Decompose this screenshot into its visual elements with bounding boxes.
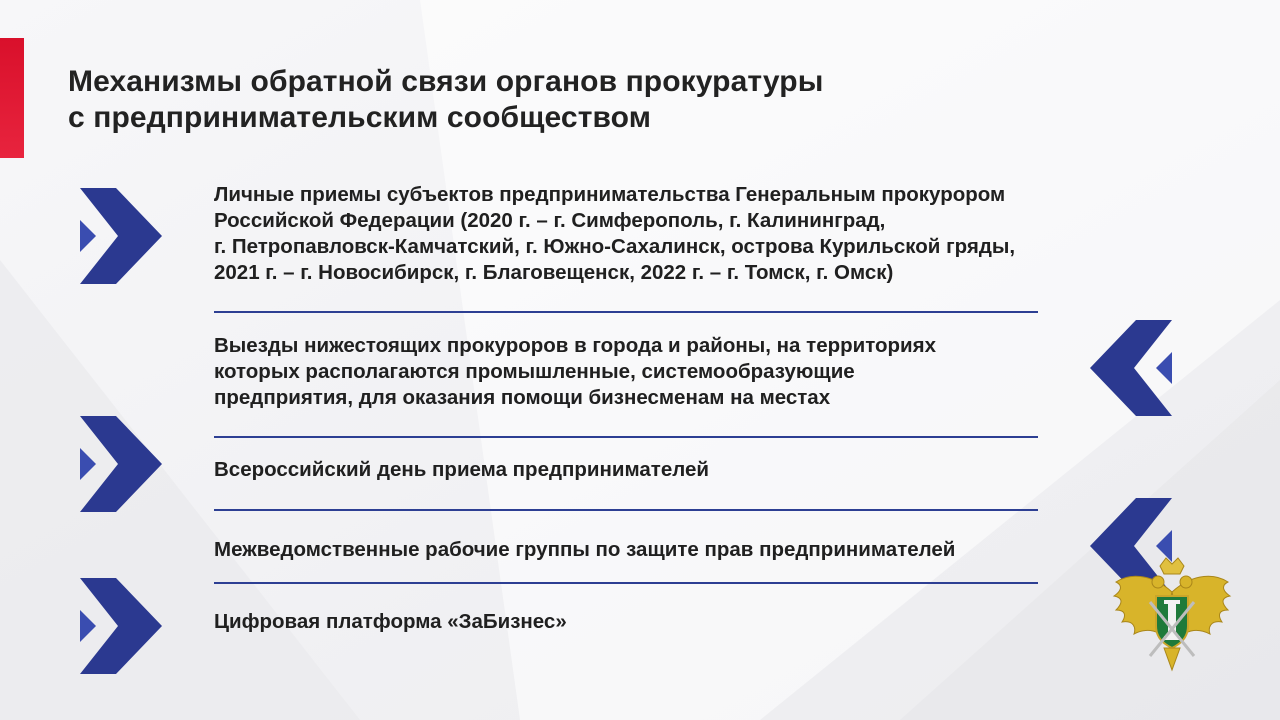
- list-item-line: предприятия, для оказания помощи бизнесменам на местах: [214, 386, 831, 409]
- list-item-line: Цифровая платформа «ЗаБизнес»: [214, 610, 567, 633]
- list-item-line: Всероссийский день приема предпринимателей: [214, 458, 709, 481]
- divider: [214, 582, 1038, 584]
- list-item: [214, 457, 1174, 483]
- list-item: [214, 333, 1174, 411]
- list-item-line: г. Петропавловск-Камчатский, г. Южно-Сахалинск, острова Курильской гряды,: [214, 235, 1016, 258]
- list-item: [214, 182, 1174, 286]
- chevron-right-icon: [80, 578, 162, 674]
- chevron-right-icon: [80, 188, 162, 284]
- chevron-right-icon: [80, 416, 162, 512]
- list-item-line: Выезды нижестоящих прокуроров в города и районы, на территориях: [214, 334, 937, 357]
- list-item: [214, 609, 1174, 635]
- list-item: [214, 537, 1174, 563]
- list-item-line: Личные приемы субъектов предпринимательства Генеральным прокурором: [214, 183, 1006, 206]
- prosecutor-emblem-icon: [1110, 552, 1234, 674]
- red-accent-bar: [0, 38, 24, 158]
- title-line-1: Механизмы обратной связи органов прокуратуры: [68, 65, 824, 98]
- list-item-line: Российской Федерации (2020 г. – г. Симферополь, г. Калининград,: [214, 209, 886, 232]
- divider: [214, 509, 1038, 511]
- divider: [214, 436, 1038, 438]
- list-item-line: которых располагаются промышленные, системообразующие: [214, 360, 855, 383]
- title-line-2: с предпринимательским сообществом: [68, 101, 651, 134]
- divider: [214, 311, 1038, 313]
- list-item-line: Межведомственные рабочие группы по защите прав предпринимателей: [214, 538, 956, 561]
- page-title: [68, 64, 968, 136]
- list-item-line: 2021 г. – г. Новосибирск, г. Благовещенск, 2022 г. – г. Томск, г. Омск): [214, 261, 894, 284]
